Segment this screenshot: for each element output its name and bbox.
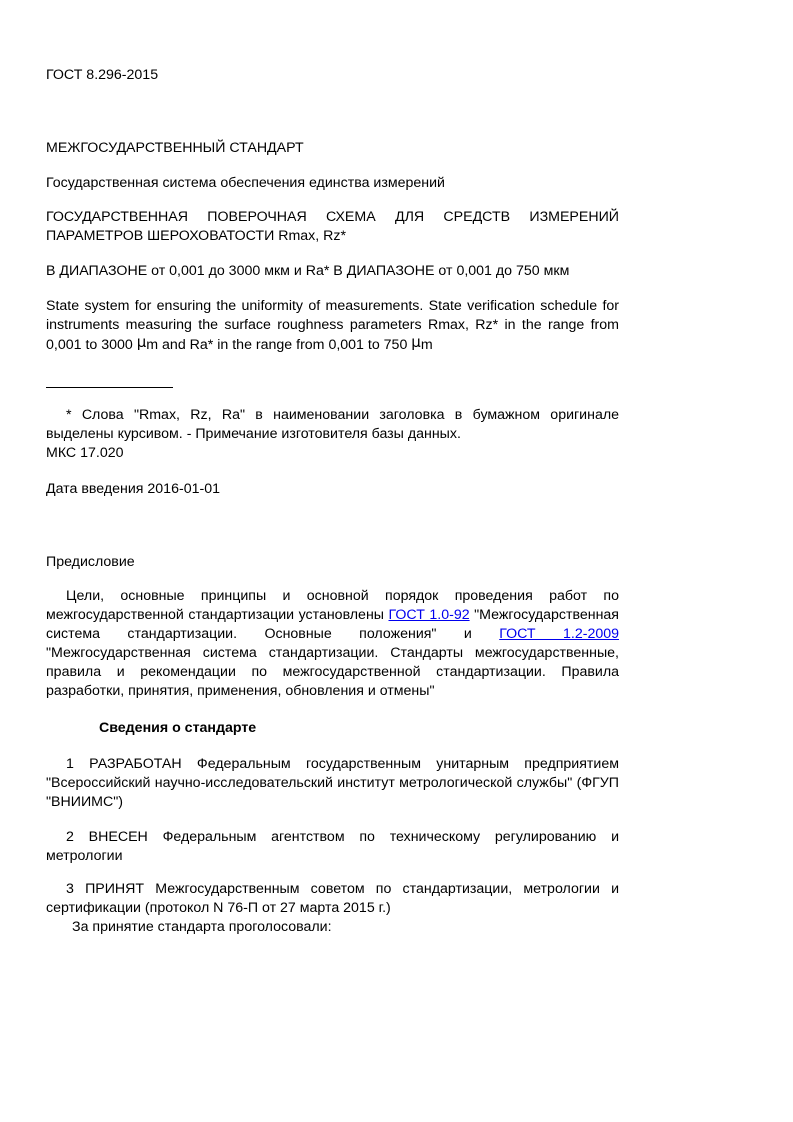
standard-info-heading: Сведения о стандарте: [99, 720, 257, 736]
voted-line: За принятие стандарта проголосовали:: [72, 919, 332, 935]
footnote-divider: [46, 387, 173, 388]
footnote-text: * Слова "Rmax, Rz, Ra" в наименовании заголовка в бумажном оригинале выделены курсивом. - Примечание изготовителя базы данных.: [46, 407, 619, 442]
preface-text-3: "Межгосударственная система стандартизации. Стандарты межгосударственные, правила и рекомендации по межгосударственной стандартизации. Правила разработки, принятия, применения, обновления и отмены": [46, 645, 619, 699]
mu-symbol: μ: [411, 333, 421, 351]
mu-symbol: μ: [136, 333, 147, 351]
gost-1-0-92-link[interactable]: ГОСТ 1.0-92: [388, 607, 470, 623]
info-item-developed: 1 РАЗРАБОТАН Федеральным государственным унитарным предприятием "Всероссийский научно-исследовательский институт метрологической службы" (ФГУП "ВНИИМС"): [46, 756, 619, 810]
introduction-date: Дата введения 2016-01-01: [46, 481, 220, 497]
title-range: В ДИАПАЗОНЕ от 0,001 до 3000 мкм и Ra* В ДИАПАЗОНЕ от 0,001 до 750 мкм: [46, 263, 570, 279]
english-title-part2: m and Ra* in the range from 0,001 to 750: [146, 337, 412, 353]
english-title-part3: m: [420, 337, 433, 353]
info-item-adopted: 3 ПРИНЯТ Межгосударственным советом по стандартизации, метрологии и сертификации (протокол N 76-П от 27 марта 2015 г.): [46, 881, 619, 916]
preface-text-1: Цели, основные принципы и основной порядок проведения работ по межгосударственной стандартизации установлены: [46, 588, 619, 623]
english-title: [46, 297, 619, 355]
english-title-part1: State system for ensuring the uniformity of measurements. State verification schedule for instruments measuring the surface roughness parameters Rmax, Rz* in the range from 0,001 to 3000: [46, 298, 619, 353]
preface-paragraph: [46, 587, 619, 701]
preface-text-2: "Межгосударственная система стандартизации. Основные положения" и: [46, 607, 619, 642]
mks-code: МКС 17.020: [46, 445, 124, 461]
document-title: ГОСУДАРСТВЕННАЯ ПОВЕРОЧНАЯ СХЕМА ДЛЯ СРЕДСТВ ИЗМЕРЕНИЙ ПАРАМЕТРОВ ШЕРОХОВАТОСТИ Rmax, Rz*: [46, 209, 619, 244]
gost-1-2-2009-link[interactable]: ГОСТ 1.2-2009: [499, 626, 619, 642]
info-item-submitted: 2 ВНЕСЕН Федеральным агентством по техническому регулированию и метрологии: [46, 829, 619, 864]
standard-type-heading: МЕЖГОСУДАРСТВЕННЫЙ СТАНДАРТ: [46, 140, 304, 156]
preface-heading: Предисловие: [46, 554, 135, 570]
doc-code: ГОСТ 8.296-2015: [46, 67, 159, 83]
system-line: Государственная система обеспечения единства измерений: [46, 175, 445, 191]
